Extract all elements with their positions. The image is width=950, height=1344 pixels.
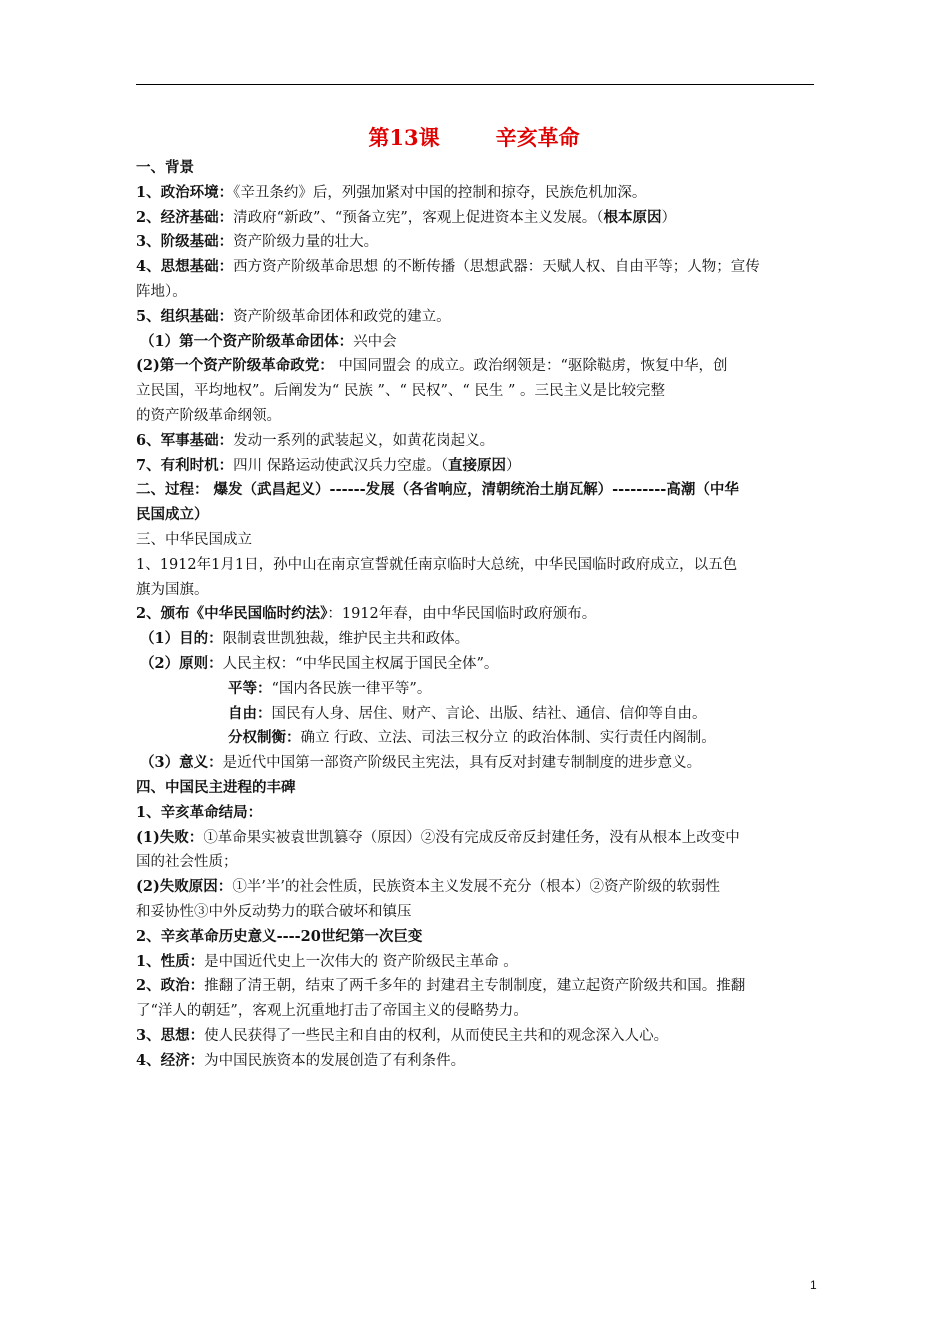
document-body	[136, 120, 816, 1073]
body-text: 四川 保路运动使武汉兵力空虚。（	[233, 457, 448, 474]
body-text: 中国同盟会 的成立。政治纲领是：“驱除鞑虏，恢复中华，创	[333, 358, 728, 375]
bold-text: 3、思想：	[136, 1026, 205, 1044]
body-text: 发动一系列的武装起义，如黄花岗起义。	[233, 432, 495, 449]
text-line	[136, 230, 816, 255]
text-line	[136, 478, 816, 503]
body-text: 推翻了清王朝，结束了两千多年的 封建君主专制制度，建立起资产阶级共和国。推翻	[204, 978, 746, 995]
body-text: ①革命果实被袁世凯篡夺（原因）②没有完成反帝反封建任务，没有从根本上改变中	[203, 829, 740, 846]
text-line	[136, 850, 816, 875]
bold-text: 分权制衡：	[228, 729, 301, 747]
text-line	[136, 751, 816, 776]
bold-text: 平等：	[228, 679, 272, 697]
body-text: 兴中会	[353, 333, 397, 350]
page-title	[132, 120, 816, 156]
text-line	[136, 156, 816, 181]
text-line	[136, 999, 816, 1024]
text-line	[136, 305, 816, 330]
body-text: 的资产阶级革命纲领。	[136, 407, 281, 424]
body-text: 人民主权：“中华民国主权属于国民全体”。	[222, 655, 499, 672]
text-line	[136, 206, 816, 231]
body-text: 使人民获得了一些民主和自由的权利，从而使民主共和的观念深入人心。	[204, 1027, 669, 1044]
body-text: 国的社会性质；	[136, 854, 238, 871]
text-line	[136, 330, 816, 355]
body-text: 资产阶级力量的壮大。	[233, 234, 379, 251]
lesson-name: 辛亥革命	[495, 125, 580, 150]
body-text: 确立 行政、立法、司法三权分立 的政治体制、实行责任内阁制。	[300, 730, 716, 747]
bold-text: 二、过程： 爆发（武昌起义）------发展（各省响应，清朝统治土崩瓦解）---------高潮（中华	[136, 481, 739, 499]
bold-text: 6、军事基础：	[136, 431, 234, 449]
bold-text: 1、性质：	[136, 952, 205, 970]
text-line	[136, 1049, 816, 1074]
text-lines	[136, 156, 816, 1073]
bold-text: （1）第一个资产阶级革命团体：	[140, 332, 354, 350]
text-line	[136, 181, 816, 206]
page-number: 1	[810, 1278, 817, 1292]
text-line	[136, 875, 816, 900]
body-text: 西方资产阶级革命思想 的不断传播（思想武器：天赋人权、自由平等；人物；宣传	[233, 259, 760, 276]
text-line	[136, 429, 816, 454]
bold-text: (1)失败：	[136, 828, 204, 846]
text-line	[136, 801, 816, 826]
bold-text: 4、经济：	[136, 1051, 205, 1069]
bold-text: （3）意义：	[140, 754, 223, 772]
text-line	[136, 677, 816, 702]
body-text: ①半’半’的社会性质，民族资本主义发展不充分（根本）②资产阶级的软弱性	[232, 879, 721, 896]
body-text: 限制袁世凯独裁，维护民主共和政体。	[222, 631, 470, 648]
body-text: “国内各民族一律平等”。	[271, 680, 432, 697]
body-text: 国民有人身、居住、财产、言论、出版、结社、通信、信仰等自由。	[271, 705, 707, 722]
bold-text: 4、思想基础：	[136, 258, 234, 276]
bold-text: 直接原因	[447, 456, 506, 474]
text-line	[136, 379, 816, 404]
body-text: ：1912年春，由中华民国临时政府颁布。	[327, 606, 597, 623]
text-line	[136, 503, 816, 528]
text-line	[136, 950, 816, 975]
text-line	[136, 776, 816, 801]
text-line	[136, 925, 816, 950]
body-text: ）	[661, 209, 676, 226]
text-line	[136, 553, 816, 578]
body-text: 旗为国旗。	[136, 581, 209, 598]
bold-text: （1）目的：	[140, 630, 223, 648]
text-line	[136, 454, 816, 479]
body-text: 《辛丑条约》后，列强加紧对中国的控制和掠夺，民族危机加深。	[233, 184, 647, 201]
bold-text: 2、经济基础：	[136, 208, 234, 226]
bold-text: 2、政治：	[136, 977, 205, 995]
text-line	[136, 1024, 816, 1049]
bold-text: 1、辛亥革命结局：	[136, 803, 263, 821]
text-line	[136, 528, 816, 553]
bold-text: 四、中国民主进程的丰碑	[136, 778, 296, 796]
text-line	[136, 602, 816, 627]
bold-text: 1、政治环境：	[136, 183, 234, 201]
body-text: 阵地）。	[136, 283, 187, 300]
body-text: ）	[505, 457, 521, 474]
text-line	[136, 280, 816, 305]
text-line	[136, 627, 816, 652]
header-rule	[136, 84, 814, 85]
bold-text: 3、阶级基础：	[136, 233, 234, 251]
text-line	[136, 652, 816, 677]
bold-text: 2、颁布《中华民国临时约法》	[136, 605, 328, 623]
body-text: 为中国民族资本的发展创造了有利条件。	[204, 1052, 466, 1069]
lesson-number: 第13课	[368, 125, 440, 150]
bold-text: (2)第一个资产阶级革命政党：	[136, 357, 334, 375]
text-line	[136, 900, 816, 925]
body-text: 立民国，平均地权”。后阐发为“ 民族 ”、“ 民权”、“ 民生 ” 。三民主义是比较完整	[136, 383, 666, 400]
text-line	[136, 726, 816, 751]
bold-text: 2、辛亥革命历史意义----20世纪第一次巨变	[136, 927, 423, 945]
text-line	[136, 974, 816, 999]
body-text: 是中国近代史上一次伟大的 资产阶级民主革命 。	[204, 953, 518, 970]
bold-text: 一、背景	[136, 159, 194, 176]
bold-text: 5、组织基础：	[136, 307, 234, 325]
bold-text: 根本原因	[603, 208, 662, 226]
body-text: 资产阶级革命团体和政党的建立。	[233, 308, 451, 325]
body-text: 和妥协性③中外反动势力的联合破坏和镇压	[136, 903, 412, 920]
bold-text: (2)失败原因：	[136, 878, 233, 896]
body-text: 三、中华民国成立	[136, 531, 252, 548]
bold-text: 7、有利时机：	[136, 456, 234, 474]
body-text: 是近代中国第一部资产阶级民主宪法，具有反对封建专制制度的进步意义。	[222, 755, 702, 772]
bold-text: 自由：	[228, 704, 272, 722]
text-line	[136, 354, 816, 379]
text-line	[136, 578, 816, 603]
text-line	[136, 702, 816, 727]
body-text: 1、1912年1月1日，孙中山在南京宣誓就任南京临时大总统，中华民国临时政府成立，以五色	[136, 556, 738, 573]
body-text: 清政府“新政”、“预备立宪”，客观上促进资本主义发展。（	[233, 209, 604, 226]
text-line	[136, 255, 816, 280]
bold-text: （2）原则：	[140, 654, 223, 672]
bold-text: 民国成立）	[136, 506, 209, 524]
text-line	[136, 404, 816, 429]
body-text: 了“洋人的朝廷”，客观上沉重地打击了帝国主义的侵略势力。	[136, 1003, 528, 1020]
text-line	[136, 826, 816, 851]
